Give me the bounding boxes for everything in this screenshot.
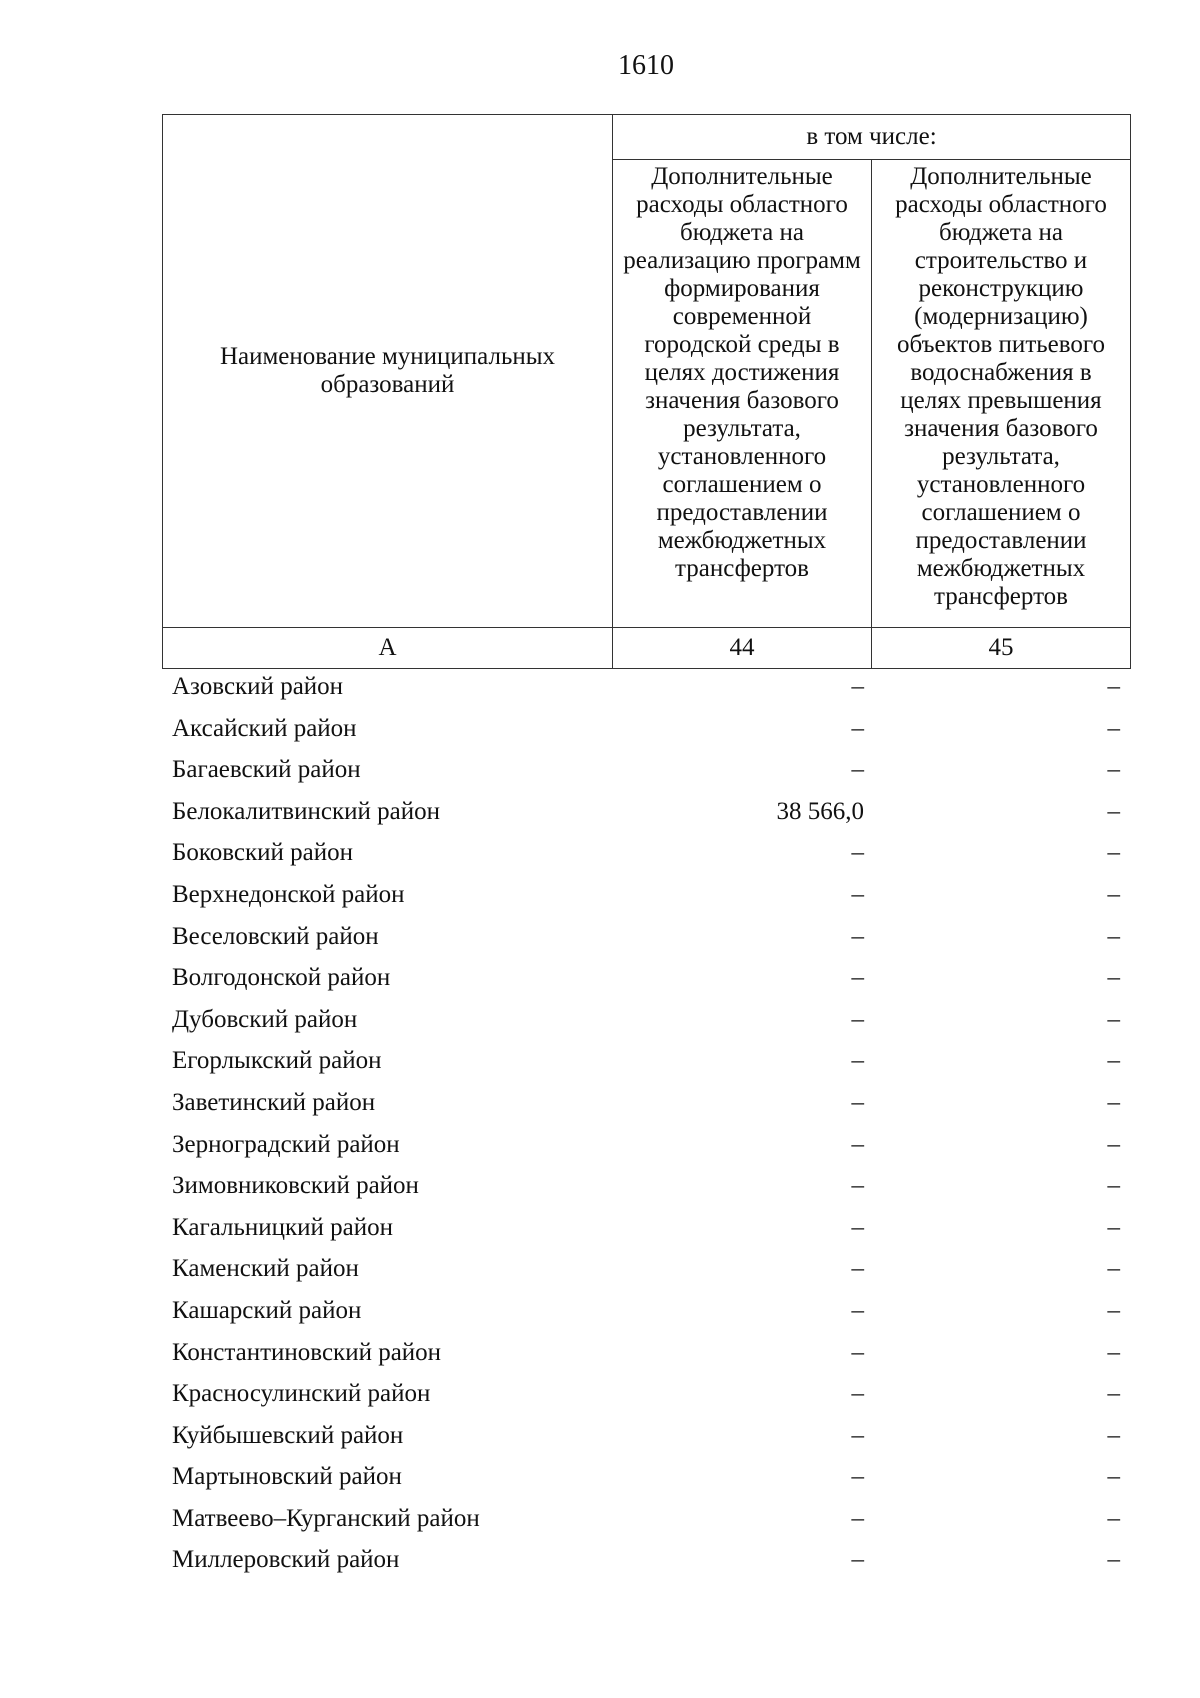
value-column-44: –: [851, 1255, 864, 1283]
value-column-44: –: [851, 1047, 864, 1075]
municipality-name: Аксайский район: [172, 714, 357, 742]
table-row: [162, 916, 1130, 958]
municipality-name: Миллеровский район: [172, 1546, 400, 1574]
table-row: [162, 999, 1130, 1041]
table-row: [162, 1539, 1130, 1581]
municipality-name: Кагальницкий район: [172, 1213, 394, 1241]
value-column-45: –: [1107, 1130, 1120, 1158]
value-column-44: –: [851, 839, 864, 867]
including-header: в том числе:: [613, 115, 1131, 160]
table-row: [162, 749, 1130, 791]
table-row: [162, 1498, 1130, 1540]
table-row: [162, 1207, 1130, 1249]
column-letter-a: А: [163, 628, 613, 669]
value-column-45: –: [1107, 1463, 1120, 1491]
municipality-name: Дубовский район: [172, 1005, 358, 1033]
municipality-name-header: Наименование муниципальных образований: [163, 115, 613, 628]
table-row: [162, 1456, 1130, 1498]
table-row: [162, 957, 1130, 999]
municipality-name: Волгодонской район: [172, 964, 391, 992]
municipality-name: Егорлыкский район: [172, 1047, 382, 1075]
table-row: [162, 1290, 1130, 1332]
value-column-45: –: [1107, 922, 1120, 950]
value-column-44: –: [851, 1463, 864, 1491]
value-column-45: –: [1107, 839, 1120, 867]
municipality-name: Азовский район: [172, 673, 344, 700]
value-column-44: –: [851, 1338, 864, 1366]
value-column-45: –: [1107, 1380, 1120, 1408]
value-column-44: –: [851, 1005, 864, 1033]
table-row: [162, 1332, 1130, 1374]
value-column-45: –: [1107, 1255, 1120, 1283]
table-row: [162, 1040, 1130, 1082]
municipality-name: Багаевский район: [172, 756, 361, 784]
value-column-45: –: [1107, 1213, 1120, 1241]
municipality-name: Зимовниковский район: [172, 1172, 419, 1200]
table-row: [162, 666, 1130, 708]
municipality-name: Красносулинский район: [172, 1380, 431, 1408]
value-column-44: –: [851, 1421, 864, 1449]
table-row: [162, 1165, 1130, 1207]
value-column-45: –: [1107, 1546, 1120, 1574]
value-column-45: –: [1107, 673, 1120, 700]
value-column-45: –: [1107, 880, 1120, 908]
value-column-44: –: [851, 880, 864, 908]
value-column-44: –: [851, 1213, 864, 1241]
column-45-header: Дополнительные расходы областного бюджета на строительство и реконструкцию (модернизацию) объектов питьевого водоснабжения в целях превышения значения базового результата, установленного соглашением о предоставлении межбюджетных трансфертов: [872, 160, 1131, 628]
value-column-45: –: [1107, 1296, 1120, 1324]
value-column-45: –: [1107, 1047, 1120, 1075]
value-column-45: –: [1107, 964, 1120, 992]
value-column-45: –: [1107, 1338, 1120, 1366]
table-row: [162, 1124, 1130, 1166]
value-column-44: –: [851, 714, 864, 742]
value-column-44: 38 566,0: [776, 797, 864, 825]
value-column-45: –: [1107, 1504, 1120, 1532]
municipality-name: Куйбышевский район: [172, 1421, 404, 1449]
table-body: [162, 666, 1130, 1581]
table-row: [162, 1415, 1130, 1457]
value-column-44: –: [851, 673, 864, 700]
table-row: [162, 1248, 1130, 1290]
municipality-name: Кашарский район: [172, 1296, 362, 1324]
municipality-name: Белокалитвинский район: [172, 797, 440, 825]
municipality-name: Матвеево–Курганский район: [172, 1504, 480, 1532]
value-column-45: –: [1107, 797, 1120, 825]
table-row: [162, 1373, 1130, 1415]
column-number-45: 45: [872, 628, 1131, 669]
page-number: 1610: [618, 50, 674, 81]
column-44-header: Дополнительные расходы областного бюджета на реализацию программ формирования современной городской среды в целях достижения значения базового результата, установленного соглашением о предоставлении межбюджетных трансфертов: [613, 160, 872, 628]
table-header: [162, 114, 1131, 669]
value-column-44: –: [851, 1130, 864, 1158]
value-column-44: –: [851, 922, 864, 950]
table-row: [162, 832, 1130, 874]
value-column-45: –: [1107, 1088, 1120, 1116]
municipality-name: Веселовский район: [172, 922, 379, 950]
municipality-name: Боковский район: [172, 839, 353, 867]
municipality-name: Мартыновский район: [172, 1463, 402, 1491]
value-column-44: –: [851, 1380, 864, 1408]
table-row: [162, 708, 1130, 750]
value-column-45: –: [1107, 714, 1120, 742]
value-column-45: –: [1107, 1421, 1120, 1449]
table-row: [162, 1082, 1130, 1124]
municipality-name: Зерноградский район: [172, 1130, 400, 1158]
municipality-name: Заветинский район: [172, 1088, 376, 1116]
value-column-44: –: [851, 964, 864, 992]
municipality-name: Верхнедонской район: [172, 880, 405, 908]
table-row: [162, 791, 1130, 833]
value-column-45: –: [1107, 756, 1120, 784]
value-column-44: –: [851, 756, 864, 784]
value-column-45: –: [1107, 1172, 1120, 1200]
value-column-44: –: [851, 1504, 864, 1532]
municipality-name: Константиновский район: [172, 1338, 442, 1366]
value-column-44: –: [851, 1088, 864, 1116]
value-column-44: –: [851, 1546, 864, 1574]
value-column-44: –: [851, 1172, 864, 1200]
column-number-44: 44: [613, 628, 872, 669]
table-row: [162, 874, 1130, 916]
value-column-45: –: [1107, 1005, 1120, 1033]
value-column-44: –: [851, 1296, 864, 1324]
municipality-name: Каменский район: [172, 1255, 359, 1283]
